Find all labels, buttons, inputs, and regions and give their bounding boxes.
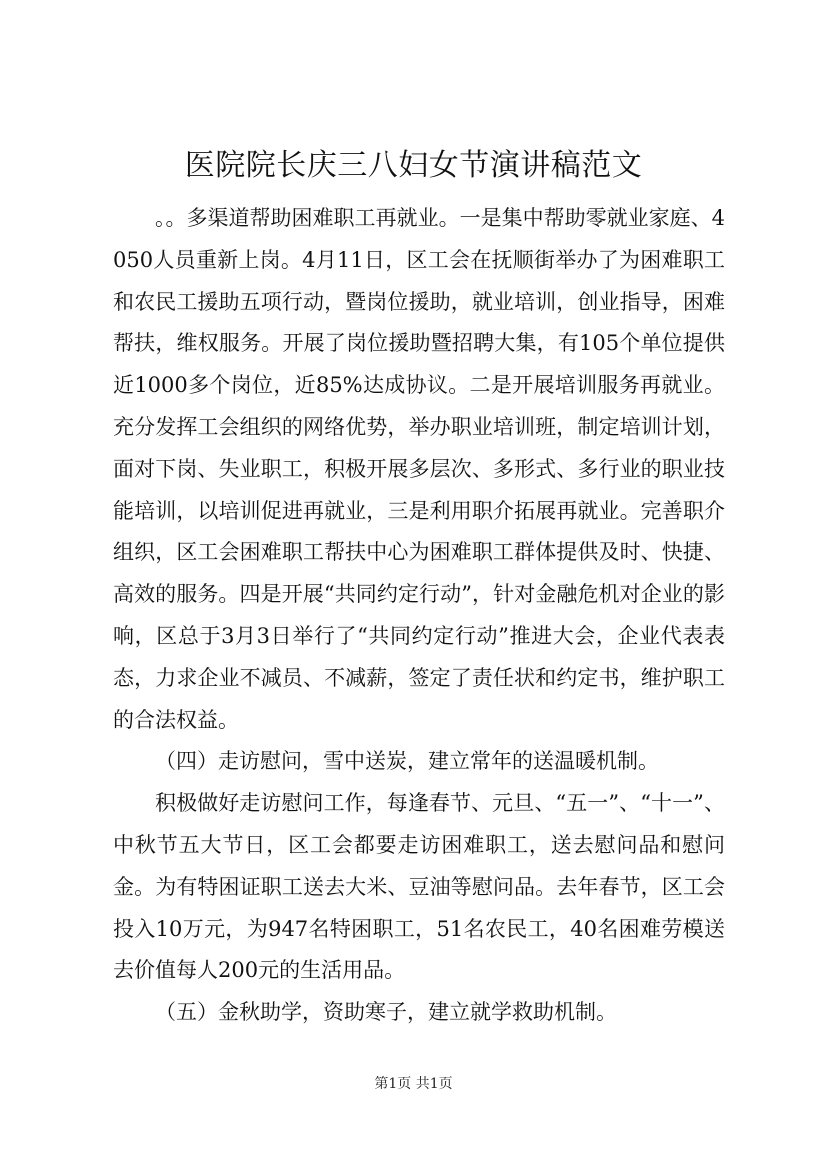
paragraph-heading-four: （四）走访慰问，雪中送炭，建立常年的送温暖机制。 (155, 749, 659, 774)
paragraph-employment: 。。多渠道帮助困难职工再就业。一是集中帮助零就业家庭、4050人员重新上岗。4月11日，区工会在抚顺街举办了为困难职工和农民工援助五项行动，暨岗位援助，就业培训，创业指导，困难帮扶，维权服务。开展了岗位援助暨招聘大集，有105个单位提供近1000多个岗位，近85%达成协议。二是开展培训服务再就业。充分发挥工会组织的网络优势，举办职业培训班，制定培训计划，面对下岗、失业职工，积极开展多层次、多形式、多行业的职业技能培训，以培训促进再就业，三是利用职介拓展再就业。完善职介组织，区工会困难职工帮扶中心为困难职工群体提供及时、快捷、高效的服务。四是开展“共同约定行动”，针对金融危机对企业的影响，区总于3月3日举行了“共同约定行动”推进大会，企业代表表态，力求企业不减员、不减薪，签定了责任状和约定书，维护职工的合法权益。 (113, 206, 725, 732)
document-body (113, 198, 725, 1034)
document-title: 医院院长庆三八妇女节演讲稿范文 (184, 148, 643, 183)
paragraph-visits: 积极做好走访慰问工作，每逢春节、元旦、“五一”、“十一”、中秋节五大节日，区工会都要走访困难职工，送去慰问品和慰问金。为有特困证职工送去大米、豆油等慰问品。去年春节，区工会投入10万元，为947名特困职工，51名农民工，40名困难劳模送去价值每人200元的生活用品。 (113, 791, 725, 983)
paragraph-heading-five: （五）金秋助学，资助寒子，建立就学救助机制。 (155, 1000, 617, 1025)
page-number-footer: 第1页 共1页 (374, 1076, 453, 1092)
